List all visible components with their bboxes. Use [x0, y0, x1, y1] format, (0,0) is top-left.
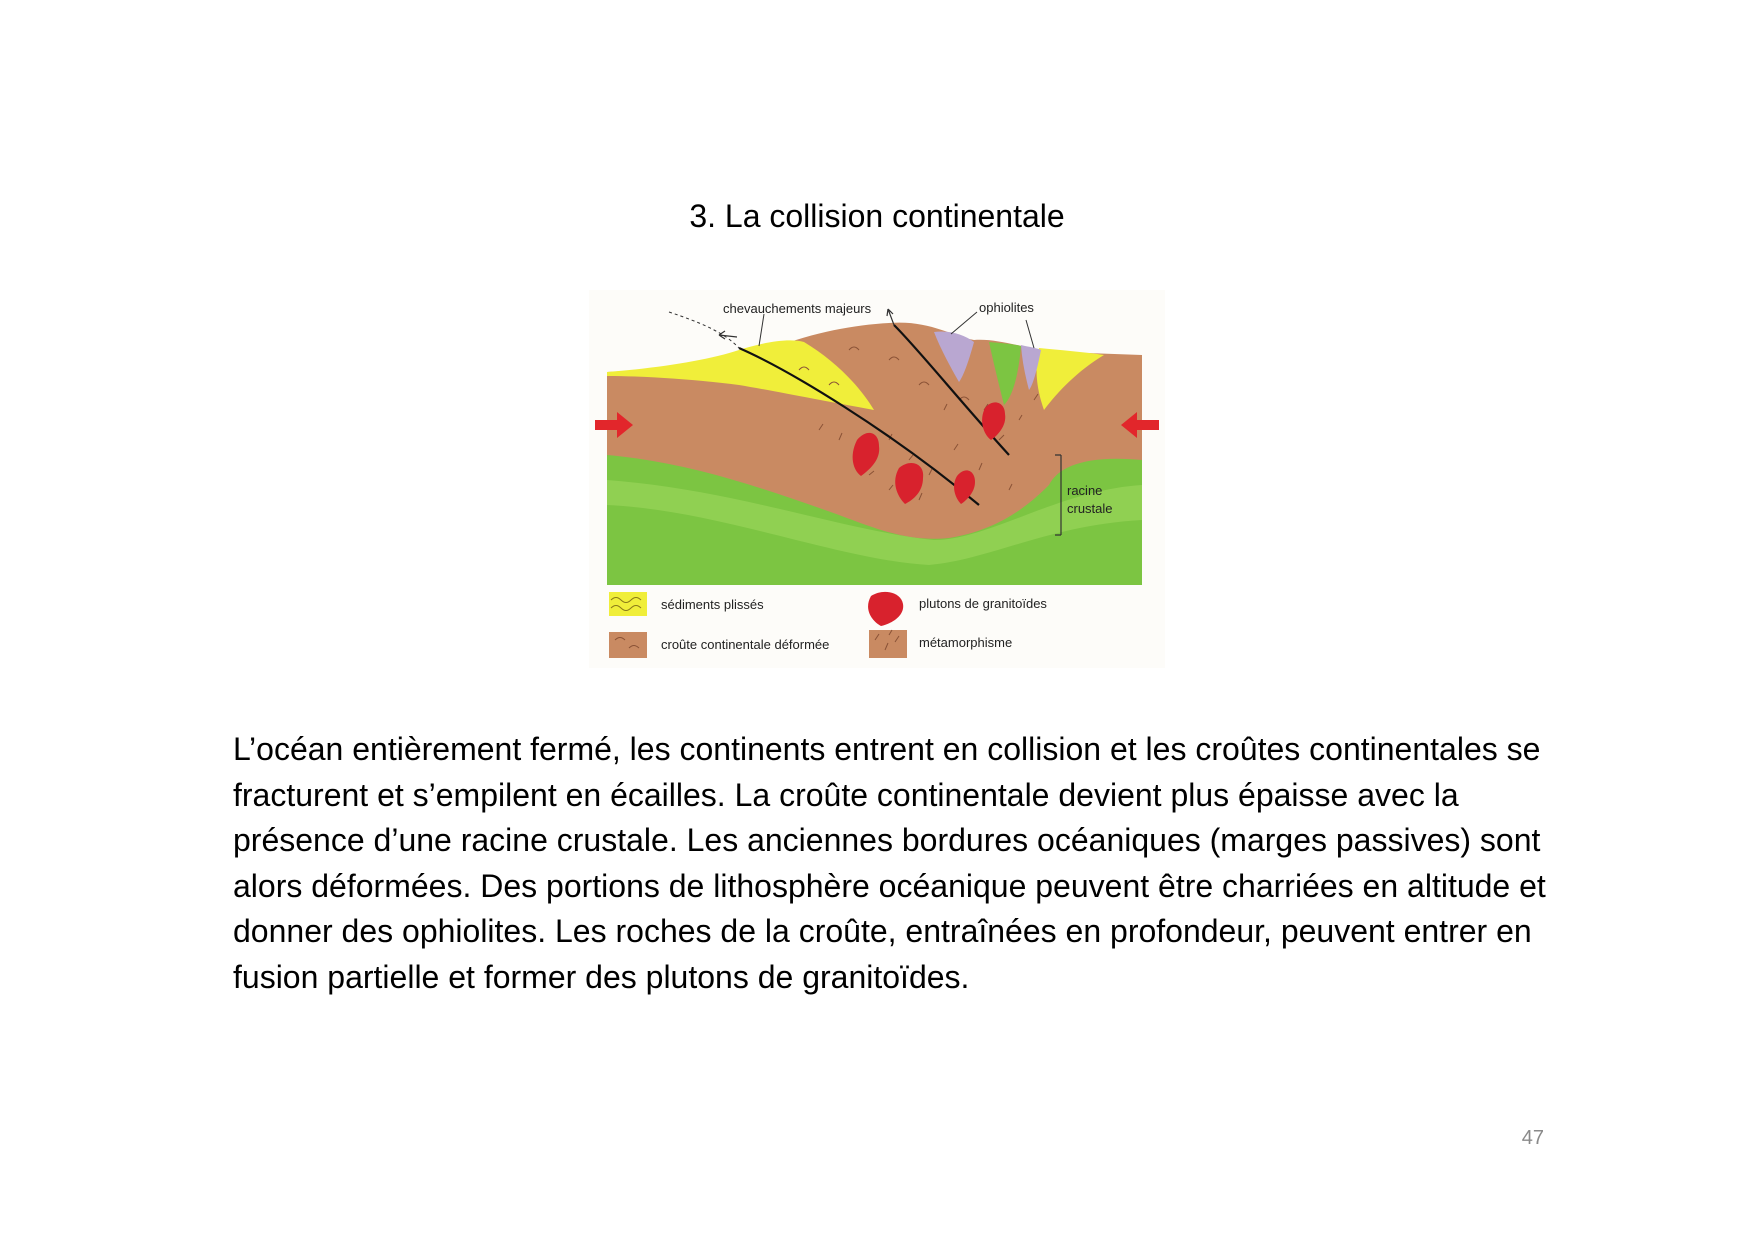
thrust-arrow-top: [887, 309, 894, 325]
label-thrusts: chevauchements majeurs: [723, 301, 872, 316]
legend-label-sediments: sédiments plissés: [661, 597, 764, 612]
collision-diagram: [589, 290, 1165, 668]
legend-label-metamorphism: métamorphisme: [919, 635, 1013, 650]
label-root-line2: crustale: [1067, 501, 1113, 516]
thrust-extension-dashed: [669, 312, 739, 348]
page-number: 47: [1521, 1127, 1544, 1149]
legend: [609, 592, 1047, 658]
label-ophiolites: ophiolites: [979, 300, 1034, 315]
label-root-line1: racine: [1067, 483, 1103, 498]
collision-diagram-svg: [589, 290, 1165, 668]
legend-swatch-crust: [609, 632, 647, 658]
legend-label-crust: croûte continentale déformée: [661, 637, 830, 652]
thrusts-leader: [759, 314, 764, 346]
thrust-arrow-left: [719, 331, 737, 339]
slide-title: 3. La collision continentale: [689, 198, 1065, 234]
legend-swatch-pluton: [868, 592, 903, 626]
body-paragraph: L’océan entièrement fermé, les continents entrent en collision et les croûtes continentales se fracturent et s’empilent en écailles. La croûte continentale devient plus épaisse avec la présence d’une racine crustale. Les anciennes bordures océaniques (marges passives) sont alors déformées. Des portions de lithosphère océanique peuvent être charriées en altitude et donner des ophiolites. Les roches de la croûte, entraînées en profondeur, peuvent entrer en fusion partielle et former des plutons de granitoïdes.: [233, 731, 1546, 995]
legend-swatch-sediments: [609, 592, 647, 616]
legend-label-plutons: plutons de granitoïdes: [919, 596, 1047, 611]
